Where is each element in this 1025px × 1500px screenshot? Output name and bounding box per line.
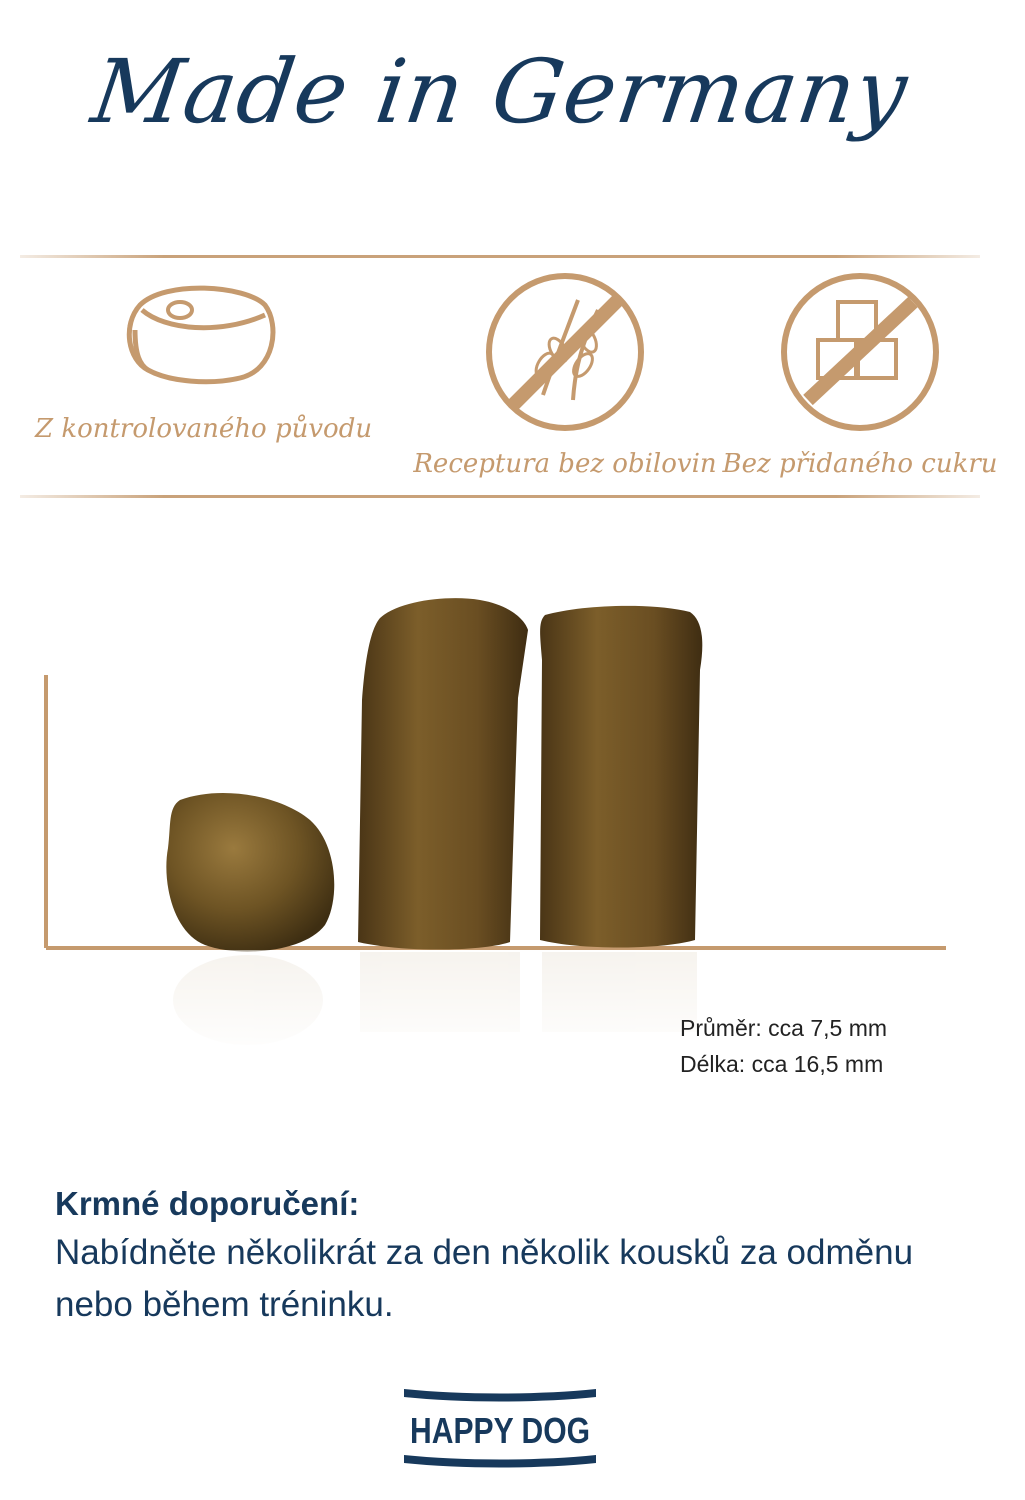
round-kibble [166,793,334,952]
benefit-label: Receptura bez obilovin [413,449,717,479]
bottom-divider [20,495,980,498]
length-spec: Délka: cca 16,5 mm [680,1051,884,1077]
product-photo [40,580,960,1060]
feeding-recommendation [55,1185,945,1331]
benefit-grain-free [400,270,730,479]
headline: Made in Germany [86,40,914,143]
kibble-specs [680,1010,887,1082]
stick-kibble-2 [540,606,702,948]
benefit-no-added-sugar [695,270,1025,479]
feeding-title: Krmné doporučení: [55,1185,360,1222]
stick-kibble-1 [358,598,528,949]
diameter-spec: Průměr: cca 7,5 mm [680,1015,888,1041]
top-divider [20,255,980,258]
benefit-label: Z kontrolovaného původu [35,414,373,444]
happy-dog-logo [402,1385,598,1467]
benefit-controlled-origin [35,270,373,444]
feeding-text: Nabídněte několikrát za den několik kousků za odměnu nebo během tréninku. [55,1233,914,1324]
no-sugar-icon [778,270,943,435]
benefit-label: Bez přidaného cukru [722,449,998,479]
no-grain-icon [483,270,648,435]
logo-text: HAPPY DOG [410,1410,590,1451]
meat-steak-icon [110,270,290,400]
